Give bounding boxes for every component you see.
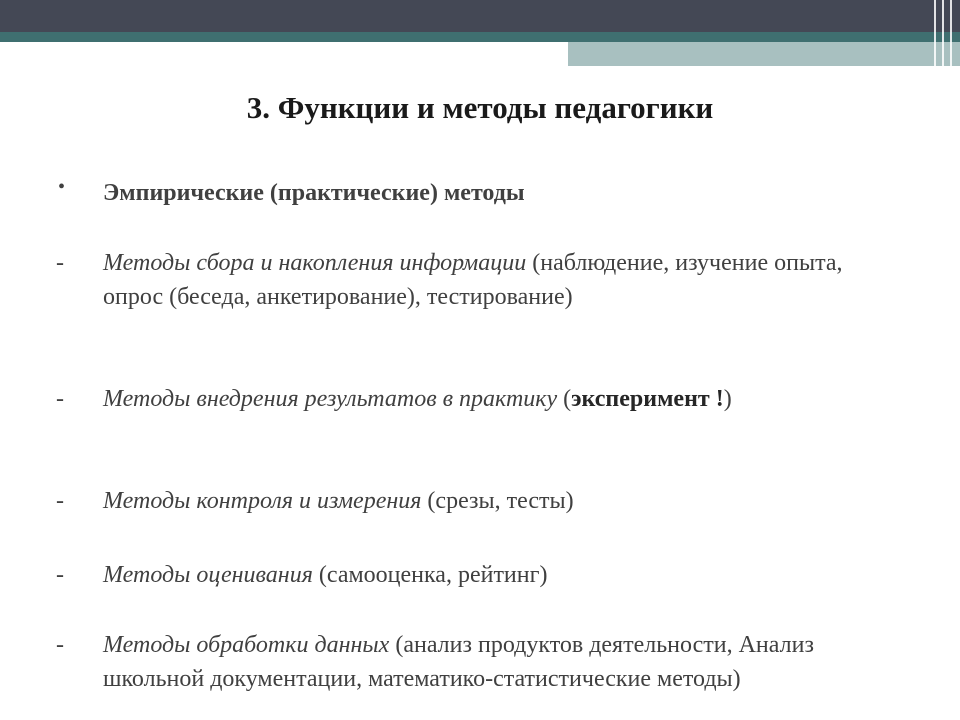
- header-band-teal: [0, 32, 960, 42]
- method-details: (срезы, тесты): [421, 488, 574, 514]
- slide-title: 3. Функции и методы педагогики: [246, 90, 714, 125]
- dash-marker: -: [56, 562, 64, 588]
- dash-marker: -: [56, 386, 64, 412]
- method-name: Методы контроля и измерения: [103, 488, 422, 514]
- method-details: (наблюдение, изучение опыта, опрос (беседа, анкетирование), тестирование): [103, 250, 843, 310]
- method-name: Методы оценивания: [103, 562, 313, 588]
- list-item-text: [103, 558, 903, 592]
- method-emphasis: эксперимент !: [571, 386, 724, 412]
- header-band-dark: [0, 0, 960, 32]
- header-band-light: [568, 42, 960, 66]
- dash-marker: -: [56, 632, 64, 658]
- method-details: (самооценка, рейтинг): [312, 562, 548, 588]
- list-item-text: [103, 382, 903, 416]
- method-name: Методы внедрения результатов в практику: [103, 386, 558, 412]
- list-item-text: [103, 628, 903, 696]
- corner-stripes-decoration: [926, 0, 960, 66]
- list-item-text: [103, 484, 903, 518]
- bullet-heading: Эмпирические (практические) методы: [103, 180, 525, 206]
- bullet-marker: •: [58, 176, 66, 198]
- method-details: (анализ продуктов деятельности, Анализ школьной документации, математико-статистические методы): [103, 632, 814, 692]
- dash-marker: -: [56, 488, 64, 514]
- method-details-open: (: [557, 386, 572, 412]
- list-item-text: [103, 246, 903, 314]
- method-name: Методы обработки данных: [103, 632, 390, 658]
- method-name: Методы сбора и накопления информации: [103, 250, 527, 276]
- dash-marker: -: [56, 250, 64, 276]
- method-details-close: ): [723, 386, 732, 412]
